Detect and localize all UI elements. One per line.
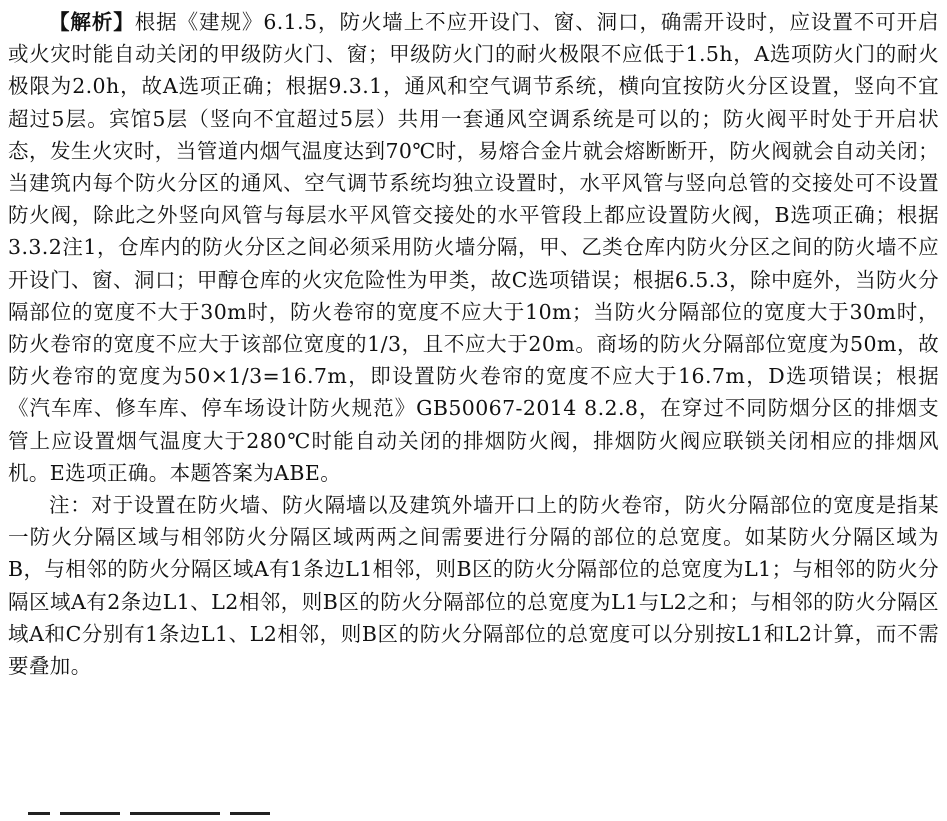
note-paragraph: 注：对于设置在防火墙、防火隔墙以及建筑外墙开口上的防火卷帘，防火分隔部位的宽度是指某一防火分隔区域与相邻防火分隔区域两两之间需要进行分隔的部位的总宽度。如某防火分隔区域为B，与相邻的防火分隔区域A有1条边L1相邻，则B区的防火分隔部位的总宽度为L1；与相邻的防火分隔区域A有2条边L1、L2相邻，则B区的防火分隔部位的总宽度为L1与L2之和；与相邻的防火分隔区域A和C分别有1条边L1、L2相邻，则B区的防火分隔部位的总宽度可以分别按L1和L2计算，而不需要叠加。: [8, 493, 939, 679]
analysis-paragraph: [8, 6, 939, 489]
analysis-label: 【解析】: [49, 10, 135, 34]
cropped-next-line: [28, 812, 288, 821]
analysis-text: 根据《建规》6.1.5，防火墙上不应开设门、窗、洞口，确需开设时，应设置不可开启或火灾时能自动关闭的甲级防火门、窗；甲级防火门的耐火极限不应低于1.5h，A选项防火门的耐火极限为2.0h，故A选项正确；根据9.3.1，通风和空气调节系统，横向宜按防火分区设置，竖向不宜超过5层。宾馆5层（竖向不宜超过5层）共用一套通风空调系统是可以的；防火阀平时处于开启状态，发生火灾时，当管道内烟气温度达到70℃时，易熔合金片就会熔断断开，防火阀就会自动关闭；当建筑内每个防火分区的通风、空气调节系统均独立设置时，水平风管与竖向总管的交接处可不设置防火阀，除此之外竖向风管与每层水平风管交接处的水平管段上都应设置防火阀，B选项正确；根据3.3.2注1，仓库内的防火分区之间必须采用防火墙分隔，甲、乙类仓库内防火分区之间的防火墙不应开设门、窗、洞口；甲醇仓库的火灾危险性为甲类，故C选项错误；根据6.5.3，除中庭外，当防火分隔部位的宽度不大于30m时，防火卷帘的宽度不应大于10m；当防火分隔部位的宽度大于30m时，防火卷帘的宽度不应大于该部位宽度的1/3，且不应大于20m。商场的防火分隔部位宽度为50m，故防火卷帘的宽度为50×1/3=16.7m，即设置防火卷帘的宽度不应大于16.7m，D选项错误；根据《汽车库、修车库、停车场设计防火规范》GB50067-2014 8.2.8，在穿过不同防烟分区的排烟支管上应设置烟气温度大于280℃时能自动关闭的排烟防火阀，排烟防火阀应联锁关闭相应的排烟风机。E选项正确。本题答案为ABE。: [8, 10, 939, 485]
